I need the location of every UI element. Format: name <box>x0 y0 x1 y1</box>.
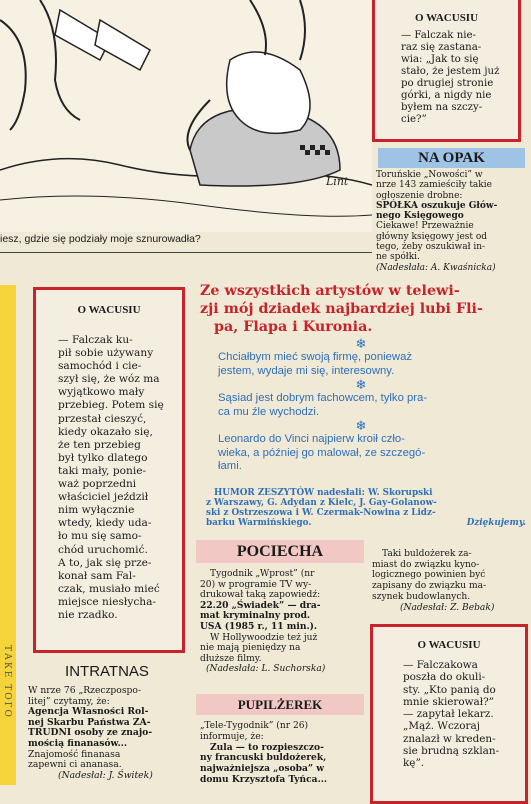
box-body <box>401 30 512 126</box>
o-wacusiu-box-top <box>372 0 521 142</box>
text-line: nie mają pieniędzy na <box>200 643 301 654</box>
text-line: TRUDNI osoby ze znajo- <box>28 727 153 739</box>
text-line: „Mąż. Wczoraj <box>403 720 480 733</box>
text-line: waż poprzedni <box>58 478 137 491</box>
text-line: miejsce niesłycha- <box>58 595 156 608</box>
text-line: ło mu się samo- <box>58 530 142 543</box>
box-body <box>58 334 178 622</box>
text-line: 20) w programie TV wy- <box>200 579 312 590</box>
text-line: po drugiej stronie <box>401 78 494 89</box>
headline-line: pa, Flapa i Kuronia. <box>214 319 373 335</box>
credit-line: ski z Ostrzeszowa i W. Czermak-Nowina z Lidz- <box>206 507 436 518</box>
thanks: Dziękujemy. <box>466 518 526 529</box>
joke-line: jestem, wydaje mi się, interesowny. <box>218 364 395 377</box>
section-body <box>372 549 527 613</box>
text-line: pił sobie używany <box>58 347 154 360</box>
text-line: domu Krzysztofa Tyńca... <box>200 773 328 785</box>
box-title: O WACUSIU <box>414 12 479 24</box>
text-line: logicznego powinien być <box>372 570 486 581</box>
section-body <box>200 569 364 675</box>
text-line: czak, musiało mieć <box>58 582 160 595</box>
text-line: 22.20 „Świadek” — dra- <box>200 599 321 611</box>
text-line: stało, że jestem już <box>401 66 500 77</box>
text-line: zapewni ci ananasa. <box>28 759 122 771</box>
joke-line: Sąsiad jest dobrym fachowcem, tylko pra- <box>218 392 428 404</box>
text-line: Zula — to rozpieszczo- <box>210 741 324 753</box>
text-line: mością finanasów... <box>28 737 128 749</box>
text-line: nrze 143 zamieściły takie <box>376 180 492 191</box>
text-line: nej Skarbu Państwa ZA- <box>28 716 151 728</box>
text-line: górki, a nigdy nie <box>401 90 492 101</box>
credit: (Nadesłał: J. Świtek) <box>58 769 153 781</box>
text-line: wia: „Jak to się <box>401 54 479 65</box>
text-line: Tygodnik „Wprost” (nr <box>210 569 315 579</box>
text-line: Agencja Własności Rol- <box>28 706 149 718</box>
text-line: najważniejsza „osoba” w <box>200 763 325 775</box>
text-line: Taki buldożerek za- <box>382 549 472 559</box>
text-line: zapisany do związku ma- <box>372 581 487 592</box>
text-line: samochód i cie- <box>58 360 142 373</box>
pociecha-section <box>196 540 364 675</box>
text-line: raz się zastana- <box>401 42 482 53</box>
box-title: O WACUSIU <box>77 304 141 316</box>
text-line: drukował taką zapowiedź: <box>200 590 321 601</box>
text-line: nie rzadko. <box>58 608 118 621</box>
text-line: nim wyłącznie <box>58 504 135 517</box>
text-line: Ciekawe! Przeważnie <box>376 221 474 232</box>
text-line: — Falczakowa <box>403 659 478 671</box>
buldozer-section <box>372 549 527 613</box>
section-title: INTRATNAS <box>65 663 149 680</box>
text-line: W Hollywoodzie też już <box>210 632 318 643</box>
snowflake-icon: ❄ <box>355 378 367 393</box>
text-line: poszła do okuli- <box>403 671 486 684</box>
joke <box>218 351 526 378</box>
text-line: sie brudną szklan- <box>403 745 500 758</box>
text-line: A to, jak się prze- <box>58 556 152 569</box>
joke-line: Chciałbym mieć swoją firmę, ponieważ <box>218 351 412 363</box>
humor-section <box>196 282 526 529</box>
text-line: że ten przebieg <box>58 438 141 451</box>
snowflake-icon: ❄ <box>355 419 367 434</box>
text-line: ny francuski buldożerek, <box>200 752 327 764</box>
credit-line: z Warszawy, G. Adydan z Kielc, J. Gay-Golanow- <box>206 497 437 508</box>
snowflake-icon: ❄ <box>355 337 367 352</box>
text-line: dłuższe filmy. <box>200 653 262 664</box>
text-line: kiedy okazało się, <box>58 425 153 438</box>
box-body <box>403 659 521 770</box>
text-line: główny księgowy jest od <box>376 231 488 242</box>
text-line: taki mały, ponie- <box>58 464 147 477</box>
section-title: NA OPAK <box>378 148 525 168</box>
credit-line: barku Warmińskiego. <box>206 518 312 529</box>
text-line: tego, żeby oszukiwał in- <box>376 242 486 253</box>
humor-headline <box>200 282 526 336</box>
cartoon-panel <box>0 0 372 232</box>
joke-line: ca mu źle wychodzi. <box>218 405 320 418</box>
text-line: — Falczak nie- <box>401 30 476 41</box>
pupilzerek-section <box>196 694 364 786</box>
credit: (Nadesłała: A. Kwaśnicka) <box>376 262 496 273</box>
cartoon-illustration <box>0 0 372 222</box>
side-strip <box>0 285 16 785</box>
text-line: konał sam Fal- <box>58 569 136 582</box>
credit: (Nadesłał: Z. Bebak) <box>400 602 495 613</box>
text-line: szynek budowlanych. <box>372 591 471 602</box>
o-wacusiu-box-left <box>33 287 185 653</box>
text-line: mnie skierował?” <box>403 695 494 708</box>
text-line: litej” czytamy, że: <box>28 695 110 707</box>
text-line: właściciel jeździł <box>58 491 149 504</box>
text-line: przestał cieszyć, <box>58 412 147 425</box>
divider-rule <box>0 252 372 253</box>
text-line: wyjątkowo mały <box>58 386 145 399</box>
text-line: mat kryminalny prod. <box>200 610 311 622</box>
humor-credits <box>206 488 526 529</box>
text-line: Toruńskie „Nowości” w <box>376 170 483 180</box>
text-line: przebieg. Potem się <box>58 399 164 412</box>
text-line: był tylko dlatego <box>58 451 148 464</box>
text-line: „Tele-Tygodnik” (nr 26) <box>200 721 309 731</box>
o-wacusiu-box-bottom <box>370 624 528 804</box>
side-strip-text: ТАКЕ ТОГО <box>2 645 12 719</box>
credit: (Nadesłała: L. Suchorska) <box>206 664 326 675</box>
text-line: kę”. <box>403 757 425 770</box>
text-line: W nrze 76 „Rzeczpospo- <box>28 685 142 696</box>
credit-line: HUMOR ZESZYTÓW nadesłali: W. Skorupski <box>214 487 433 498</box>
text-line: miast do związku kyno- <box>372 559 480 570</box>
joke <box>218 433 526 474</box>
text-line: chód uruchomić. <box>58 543 148 556</box>
text-line: USA (1985 r., 11 min.). <box>200 620 318 632</box>
section-body <box>28 686 186 781</box>
text-line: — Falczak ku- <box>58 334 133 346</box>
text-line: szył się, że wóz ma <box>58 373 160 386</box>
box-title: O WACUSIU <box>417 639 481 651</box>
na-opak-section <box>372 148 525 273</box>
section-title: POCIECHA <box>196 540 364 563</box>
text-line: ne spółki. <box>376 252 420 263</box>
section-body <box>376 170 525 273</box>
intratnas-section <box>28 663 186 781</box>
section-body <box>200 721 364 786</box>
joke-line: łami. <box>218 460 242 472</box>
text-line: SPÓŁKA oszukuje Głów- <box>376 200 498 211</box>
section-title: PUPILŻEREK <box>196 694 364 715</box>
joke <box>218 392 526 419</box>
text-line: znalazł w kreden- <box>403 732 496 745</box>
text-line: — zapytał lekarz. <box>403 708 494 721</box>
joke-line: wieka, a później go malował, ze szczegó- <box>218 446 426 459</box>
cartoon-signature: Lint <box>326 175 349 188</box>
joke-line: Leonardo do Vinci najpierw kroił czło- <box>218 433 405 445</box>
text-line: wtedy, kiedy uda- <box>58 517 152 530</box>
text-line: sty. „Kto panią do <box>403 683 496 696</box>
text-line: Znajomość finanasa <box>28 748 121 760</box>
text-line: ogłoszenie drobne: <box>376 190 463 201</box>
headline-line: Ze wszystkich artystów w telewi- <box>200 283 460 299</box>
text-line: byłem na szczy- <box>401 102 483 113</box>
cartoon-caption: iesz, gdzie się podziały moje sznurowadła? <box>0 233 201 245</box>
text-line: cie?” <box>401 114 427 125</box>
text-line: nego Księgowego <box>376 211 464 222</box>
text-line: informuje, że: <box>200 731 264 742</box>
headline-line: zji mój dziadek najbardziej lubi Fli- <box>200 301 483 317</box>
